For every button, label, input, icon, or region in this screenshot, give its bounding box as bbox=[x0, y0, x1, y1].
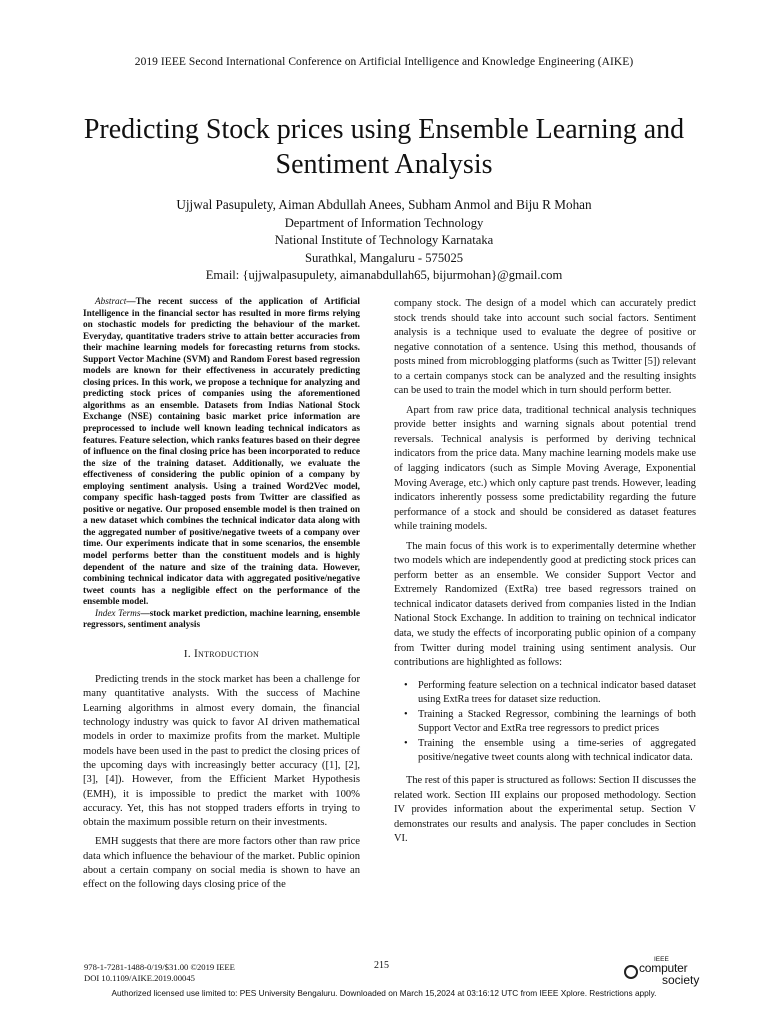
right-column bbox=[394, 297, 696, 847]
abstract-lead: Abstract bbox=[95, 297, 127, 307]
index-terms-text: —stock market prediction, machine learning, ensemble regressors, sentiment analysis bbox=[83, 608, 360, 631]
contributions-list bbox=[394, 679, 696, 766]
page-number: 215 bbox=[374, 960, 389, 971]
logo-line-2: society bbox=[662, 973, 700, 987]
authorized-use-notice: Authorized licensed use limited to: PES University Bengaluru. Downloaded on March 15,2024 at 03:16:12 UTC from IEEE Xplore. Restrictions apply. bbox=[111, 988, 657, 998]
bullet-icon: • bbox=[404, 737, 408, 749]
logo-ieee-text: IEEE bbox=[654, 956, 669, 963]
body-paragraph: company stock. The design of a model which can accurately predict stock trends should take into account such social factors. Sentiment analysis is a technique used to evaluate the degree of positive or negative connotation of a sentence. Using this method, thousands of posts mined from microblogging platforms (such as Twitter [5]) relevant to a certain companys stock can be analyzed and the resulting insights can be used to train the model which in turn should perform better. bbox=[394, 298, 696, 397]
author-email: Email: {ujjwalpasupulety, aimanabdullah65, bijurmohan}@gmail.com bbox=[205, 268, 563, 282]
index-terms bbox=[83, 609, 360, 632]
logo-mark-icon bbox=[624, 965, 638, 979]
left-column bbox=[83, 297, 360, 893]
footer-isbn: 978-1-7281-1488-0/19/$31.00 ©2019 IEEE bbox=[84, 962, 235, 972]
author-names: Ujjwal Pasupulety, Aiman Abdullah Anees, Subham Anmol and Biju R Mohan bbox=[176, 197, 592, 212]
footer-publication-info bbox=[84, 962, 235, 984]
abstract-text: —The recent success of the application of Artificial Intelligence in the financial sector has resulted in more firms relying on stochastic models for predicting the behaviour of the market. Everyday, quantitative traders strive to attain better accuracies from their machine learning models for forecasting returns from stocks. Support Vector Machine (SVM) and Random Forest based regression models are known for their effectiveness in accurately predicting closing prices. In this work, we propose a technique for analyzing and predicting stock prices of companies using the aforementioned algorithms as an ensemble. Datasets from Indias National Stock Exchange (NSE) containing basic market price information are preprocessed to include well known leading technical indicators as features. Feature selection, which ranks features based on their degree of influence on the final closing price has been incorporated to reduce the size of the training dataset. Additionally, we evaluate the effectiveness of considering the public opinion of a company by employing sentiment analysis. Using a trained Word2Vec model, company specific hash-tagged posts from Twitter are classified as positive or negative. Our proposed ensemble model is then trained on a new dataset which combines the technical indicator data along with the aggregated number of positive/negative tweets of a company over time. Our experiments indicate that in some scenarios, the ensemble model performs better than the constituent models and is highly dependent of the nature and size of the training data. However, combining technical indicator data with aggregated positive/negative tweet counts has a negligible effect on the performance of the ensemble model. bbox=[83, 297, 360, 608]
section-heading-introduction bbox=[83, 647, 360, 661]
body-paragraph: Predicting trends in the stock market has been a challenge for many quantitative analysts. With the success of Machine Learning algorithms in almost every domain, the financial technology industry was quick to favor AI driven mathematical models in order to maximize profits from the market. Multiple models have been used in the past to predict the closing prices of the upcoming days with increasingly better accuracy ([1], [2], [3], [4]). However, from the Efficient Market Hypothesis (EMH), it is impossible to predict the market with 100% accuracy. Yet, this has not stopped traders efforts in trying to obtain the maximum possible return on their investments. bbox=[83, 674, 360, 829]
ieee-computer-society-logo bbox=[622, 956, 702, 990]
list-item: • Training a Stacked Regressor, combining the learnings of both Support Vector and ExtRa tree regressors to predict prices bbox=[404, 708, 696, 735]
bullet-icon: • bbox=[404, 679, 408, 691]
body-paragraph: The rest of this paper is structured as follows: Section II discusses the related work. Section III explains our proposed methodology. Section IV provides information about the experimental setup. Section V demonstrates our results and analysis. The paper concludes in Section VI. bbox=[394, 774, 696, 845]
author-block bbox=[0, 196, 768, 285]
section-title: Introduction bbox=[193, 647, 260, 660]
affiliation-line: Surathkal, Mangaluru - 575025 bbox=[304, 250, 464, 265]
footer-doi: DOI 10.1109/AIKE.2019.00045 bbox=[84, 973, 195, 983]
abstract bbox=[83, 297, 360, 609]
list-item: • Training the ensemble using a time-series of aggregated positive/negative tweet counts along with technical indicator data. bbox=[404, 737, 696, 764]
index-terms-lead: Index Terms bbox=[95, 608, 141, 619]
body-paragraph: The main focus of this work is to experimentally determine whether two models which are independently good at predicting stock prices can perform better as an ensemble. We consider Support Vector and Extremely Randomized (ExtRa) tree based regressors trained on technical indicator datasets derived from companies listed in the Indian National Stock Exchange. In addition to training on technical indicator data, we study the effects of incorporating public opinion of a company from Twitter during model training using sentiment analysis. Our contributions are highlighted as follows: bbox=[394, 540, 696, 669]
affiliation-line: Department of Information Technology bbox=[284, 215, 484, 230]
body-paragraph: Apart from raw price data, traditional technical analysis techniques provide better insights and warning signals about potential trend reversals. Technical analysis is performed by deriving technical indicators from the price data. Many machine learning models make use of lagging indicators (such as Simple Moving Average, Exponential Moving Average, etc.) which only capture past trends. However, leading indicators inherently possess some predictability regarding the future performance of a stock and should be considered as dataset features while training models. bbox=[394, 404, 696, 533]
logo-line-1: computer bbox=[639, 961, 688, 975]
affiliation-line: National Institute of Technology Karnataka bbox=[274, 233, 494, 247]
section-numeral: I. bbox=[183, 647, 194, 660]
conference-header: 2019 IEEE Second International Conference on Artificial Intelligence and Knowledge Engineering (AIKE) bbox=[134, 56, 634, 68]
body-paragraph: EMH suggests that there are more factors other than raw price data which influence the behaviour of the market. Public opinion about a certain company on social media is shown to have an effect on the following days closing price of the bbox=[83, 836, 360, 891]
bullet-icon: • bbox=[404, 708, 408, 720]
list-item: • Performing feature selection on a technical indicator based dataset using ExtRa trees for dataset size reduction. bbox=[404, 679, 696, 706]
paper-title: Predicting Stock prices using Ensemble Learning and Sentiment Analysis bbox=[83, 114, 685, 180]
